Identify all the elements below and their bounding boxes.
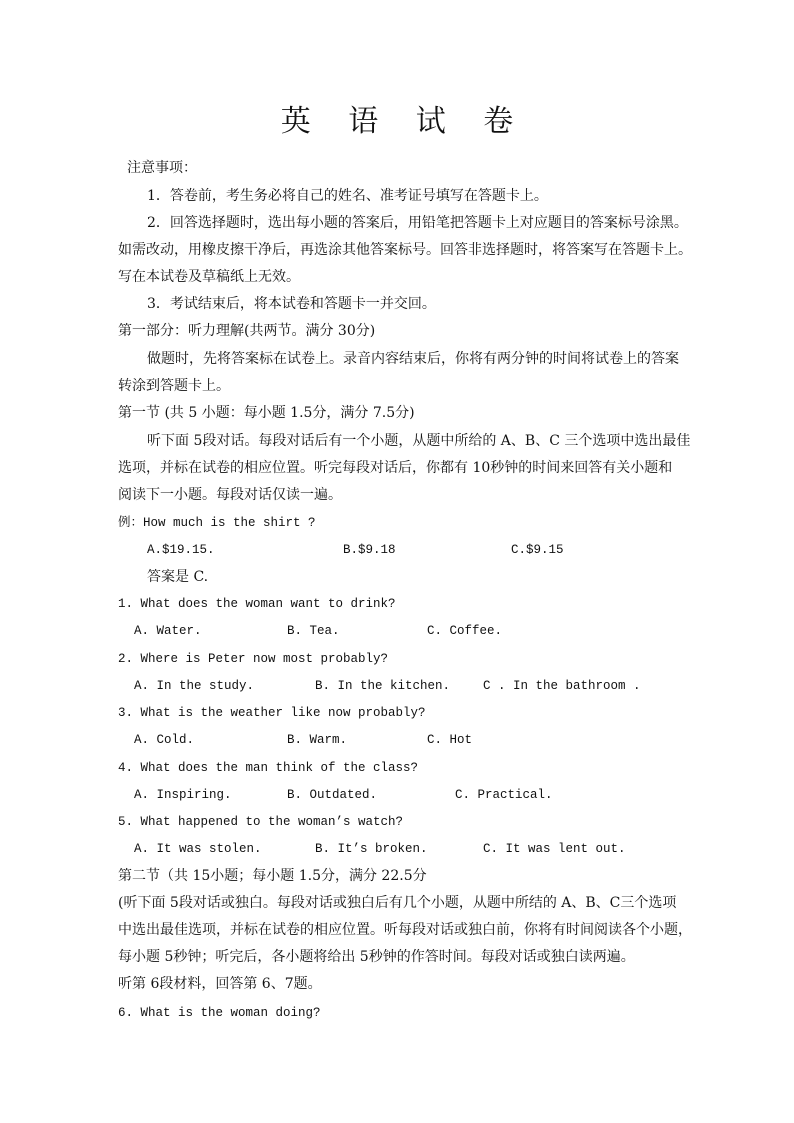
question-4-option-b: B. Outdated. xyxy=(287,788,378,802)
section2-intro-line-3: 每小题 5秒钟；听完后，各小题将给出 5秒钟的作答时间。每段对话或独白读两遍。 xyxy=(118,949,635,965)
question-4: 4. What does the man think of the class? xyxy=(118,761,419,775)
section1-intro-line-1: 听下面 5段对话。每段对话后有一个小题，从题中所给的 A、B、C 三个选项中选出最佳 xyxy=(147,433,691,449)
question-3-option-b: B. Warm. xyxy=(287,733,348,747)
notice-item-1: 1．答卷前，考生务必将自己的姓名、准考证号填写在答题卡上。 xyxy=(147,188,548,204)
question-3: 3. What is the weather like now probably? xyxy=(118,706,426,720)
example-option-a: A.$19.15. xyxy=(147,543,215,557)
part1-heading: 第一部分：听力理解(共两节。满分 30分) xyxy=(118,323,376,339)
question-1-option-c: C. Coffee. xyxy=(427,624,503,638)
section2-material: 听第 6段材料，回答第 6、7题。 xyxy=(118,976,322,992)
question-3-option-c: C. Hot xyxy=(427,733,473,747)
section2-intro-line-1: (听下面 5段对话或独白。每段对话或独白后有几个小题，从题中所结的 A、B、C三个选项 xyxy=(118,895,677,911)
question-1: 1. What does the woman want to drink? xyxy=(118,597,396,611)
section1-intro-line-3: 阅读下一小题。每段对话仅读一遍。 xyxy=(118,487,342,503)
question-2-option-a: A. In the study. xyxy=(134,679,255,693)
question-6: 6. What is the woman doing? xyxy=(118,1006,321,1020)
question-1-option-b: B. Tea. xyxy=(287,624,340,638)
notice-item-2-line-2: 如需改动，用橡皮擦干净后，再选涂其他答案标号。回答非选择题时，将答案写在答题卡上。 xyxy=(118,242,692,258)
question-2-option-c: C . In the bathroom . xyxy=(483,679,641,693)
section2-intro-line-2: 中选出最佳选项，并标在试卷的相应位置。听每段对话或独白前，你将有时间阅读各个小题， xyxy=(118,922,692,938)
page-title: 英 语 试 卷 xyxy=(280,104,528,139)
question-3-option-a: A. Cold. xyxy=(134,733,195,747)
part1-intro-line-1: 做题时，先将答案标在试卷上。录音内容结束后，你将有两分钟的时间将试卷上的答案 xyxy=(147,351,679,367)
section2-heading: 第二节（共 15小题；每小题 1.5分，满分 22.5分 xyxy=(118,868,427,884)
question-2-option-b: B. In the kitchen. xyxy=(315,679,451,693)
question-4-option-a: A. Inspiring. xyxy=(134,788,232,802)
notice-item-2-line-1: 2．回答选择题时，选出每小题的答案后，用铅笔把答题卡上对应题目的答案标号涂黑。 xyxy=(147,215,688,231)
example-answer: 答案是 C. xyxy=(147,569,209,585)
question-2: 2. Where is Peter now most probably? xyxy=(118,652,389,666)
notice-heading: 注意事项： xyxy=(127,160,197,176)
example-question: 例：How much is the shirt ? xyxy=(118,516,316,530)
section1-heading: 第一节 (共 5 小题：每小题 1.5分，满分 7.5分) xyxy=(118,405,415,421)
question-1-option-a: A. Water. xyxy=(134,624,202,638)
notice-item-2-line-3: 写在本试卷及草稿纸上无效。 xyxy=(118,269,300,285)
section1-intro-line-2: 选项，并标在试卷的相应位置。听完每段对话后，你都有 10秒钟的时间来回答有关小题和 xyxy=(118,460,673,476)
question-5-option-a: A. It was stolen. xyxy=(134,842,262,856)
question-5: 5. What happened to the woman’s watch? xyxy=(118,815,404,829)
question-4-option-c: C. Practical. xyxy=(455,788,553,802)
question-5-option-b: B. It’s broken. xyxy=(315,842,428,856)
example-option-b: B.$9.18 xyxy=(343,543,396,557)
notice-item-3: 3．考试结束后，将本试卷和答题卡一并交回。 xyxy=(147,296,436,312)
part1-intro-line-2: 转涂到答题卡上。 xyxy=(118,378,230,394)
example-option-c: C.$9.15 xyxy=(511,543,564,557)
question-5-option-c: C. It was lent out. xyxy=(483,842,626,856)
